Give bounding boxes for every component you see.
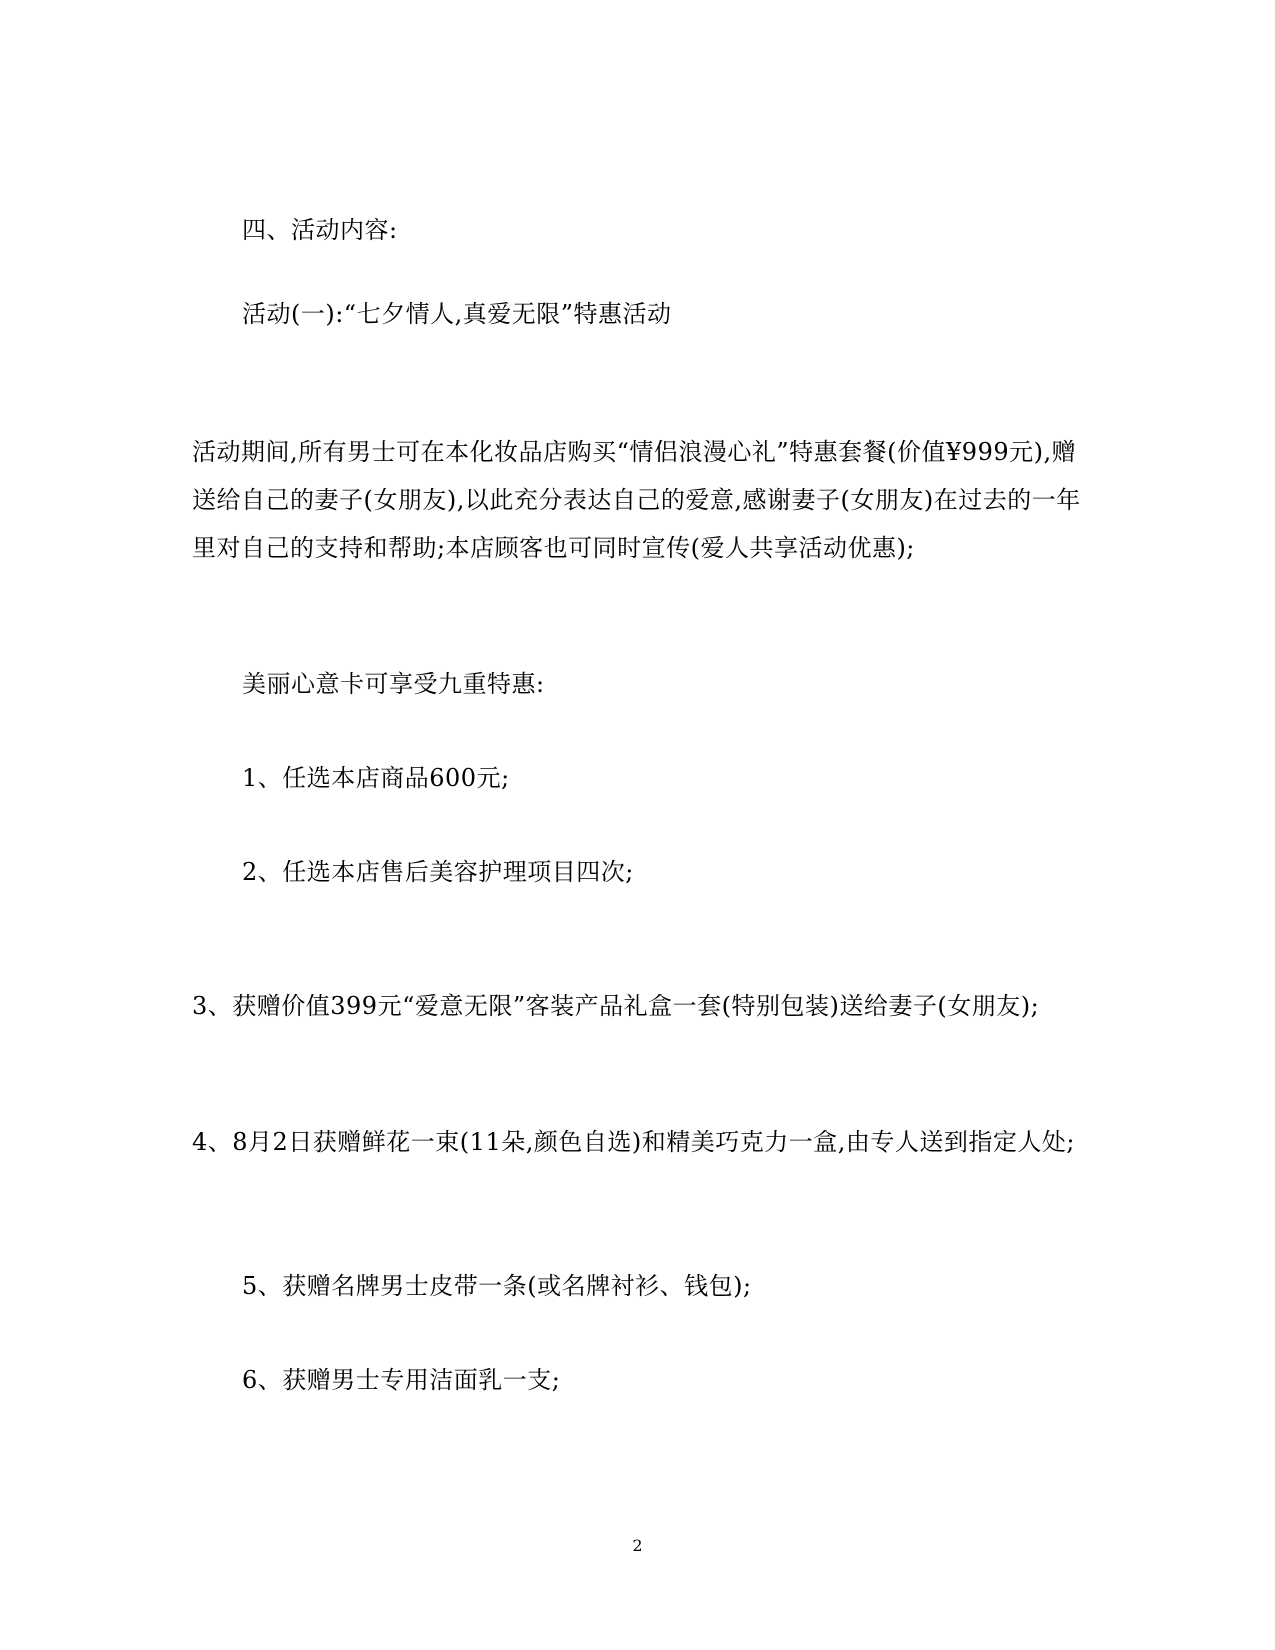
- activity-title: 活动(一):“七夕情人,真爱无限”特惠活动: [242, 300, 672, 328]
- intro-paragraph: 活动期间,所有男士可在本化妆品店购买“情侣浪漫心礼”特惠套餐(价值¥999元),赠送给自己的妻子(女朋友),以此充分表达自己的爱意,感谢妻子(女朋友)在过去的一年里对自己的支持和帮助;本店顾客也可同时宣传(爱人共享活动优惠);: [192, 438, 1081, 562]
- list-item: 1、任选本店商品600元;: [242, 764, 510, 792]
- list-item: 4、8月2日获赠鲜花一束(11朵,颜色自选)和精美巧克力一盒,由专人送到指定人处;: [192, 1128, 1075, 1156]
- list-item: 6、获赠男士专用洁面乳一支;: [242, 1366, 561, 1394]
- list-item: 5、获赠名牌男士皮带一条(或名牌衬衫、钱包);: [242, 1272, 752, 1300]
- list-item: 2、任选本店售后美容护理项目四次;: [242, 858, 634, 886]
- section-heading: 四、活动内容:: [242, 216, 398, 244]
- benefits-heading: 美丽心意卡可享受九重特惠:: [242, 670, 545, 698]
- list-item: 3、获赠价值399元“爱意无限”客装产品礼盒一套(特别包装)送给妻子(女朋友);: [192, 992, 1040, 1020]
- page-number: 2: [632, 1536, 643, 1555]
